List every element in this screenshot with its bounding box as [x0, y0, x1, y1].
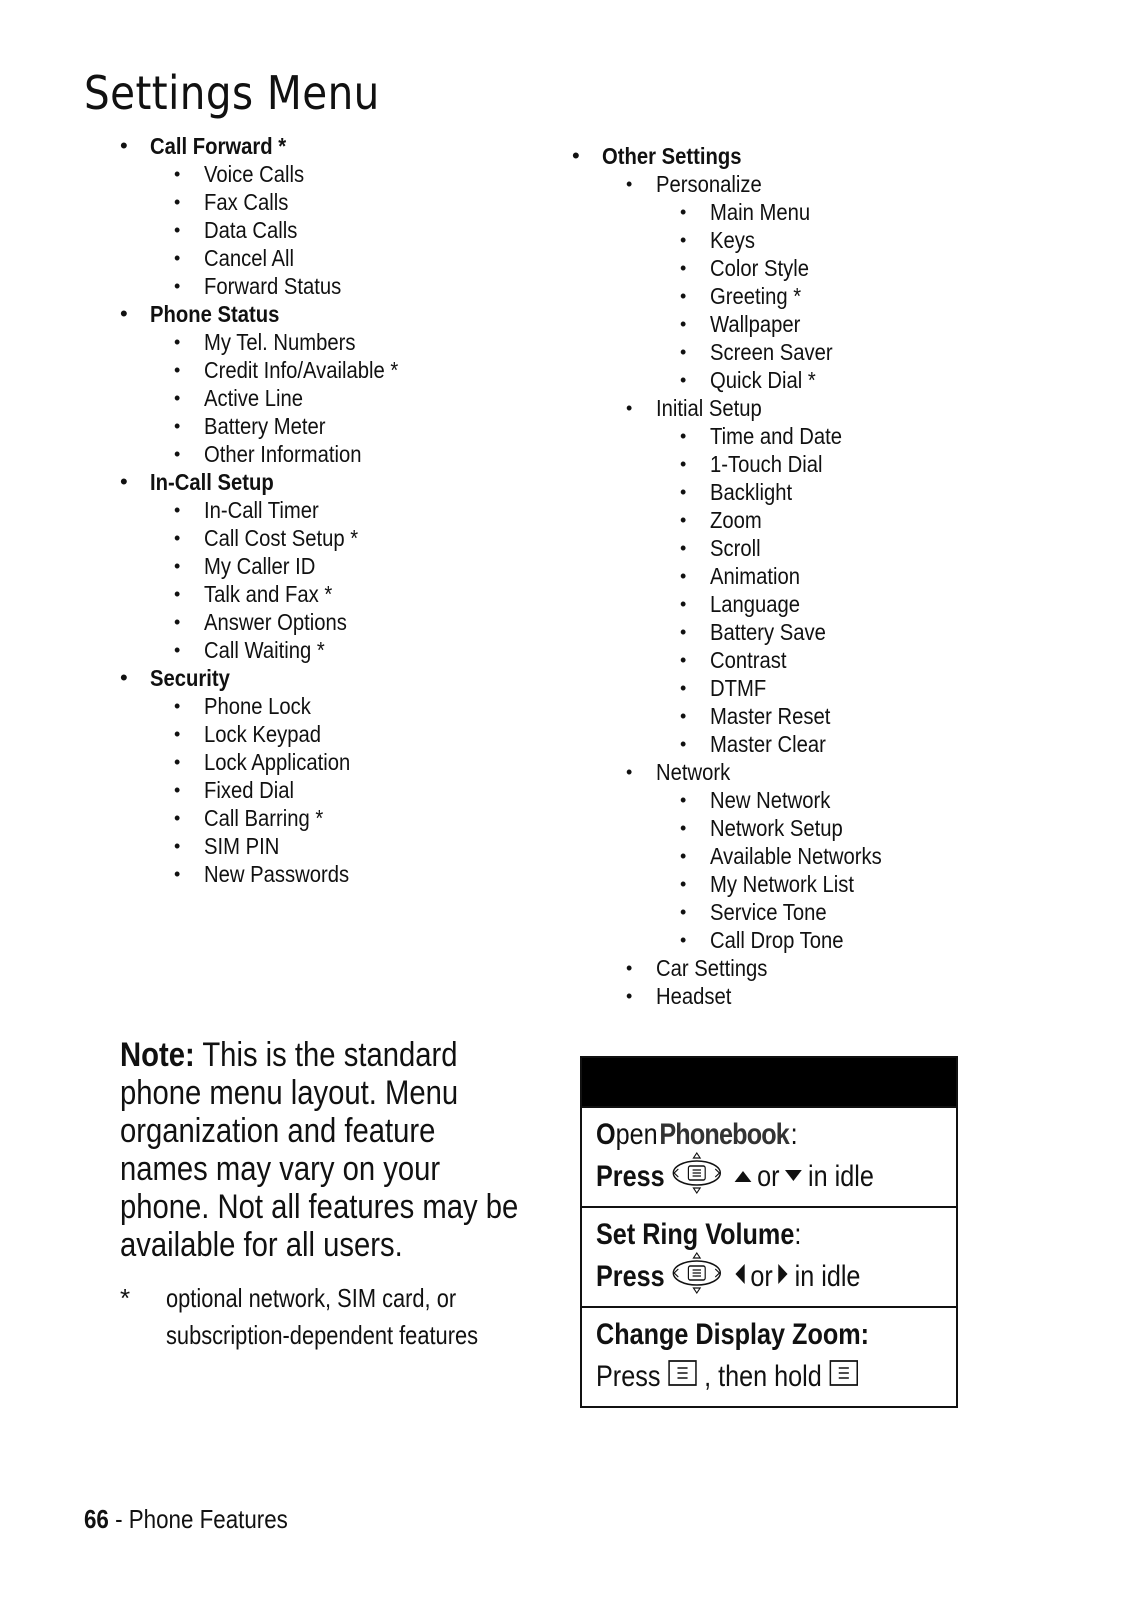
submenu-item [174, 496, 560, 524]
bullet-icon: • [680, 482, 687, 502]
menu-item-label: Backlight [710, 479, 793, 505]
submenu-item [174, 552, 560, 580]
bullet-icon: • [174, 808, 181, 828]
bullet-icon: • [174, 836, 181, 856]
submenu-subitem [680, 506, 1052, 534]
menu-item-label: Voice Calls [204, 161, 305, 187]
submenu-item [174, 860, 560, 888]
menu-item-label: Lock Keypad [204, 721, 322, 747]
quick-reference-header [582, 1058, 956, 1106]
menu-key-icon [829, 1359, 859, 1395]
bullet-icon: • [680, 538, 687, 558]
submenu-subitem [680, 282, 1052, 310]
note-text: This is the standard phone menu layout. Menu organization and feature names may vary on your phone. Not all features may be available for all users. [120, 1036, 519, 1264]
submenu-item [174, 748, 560, 776]
menu-item-label: In-Call Timer [204, 497, 319, 523]
submenu-item [174, 720, 560, 748]
submenu-sublist [680, 786, 1052, 954]
bullet-icon: • [174, 360, 181, 380]
menu-item-label: Scroll [710, 535, 761, 561]
bullet-icon: • [680, 258, 687, 278]
down-arrow-icon [785, 1166, 803, 1189]
menu-item-label: New Passwords [204, 861, 350, 887]
submenu-item [626, 982, 1052, 1010]
press-label: Press [596, 1160, 665, 1193]
submenu-subitem [680, 702, 1052, 730]
bullet-icon: • [174, 444, 181, 464]
submenu-subitem [680, 534, 1052, 562]
submenu-item [626, 758, 1052, 954]
menu-item-label: Call Cost Setup * [204, 525, 359, 551]
menu-item-label: Personalize [656, 171, 762, 197]
submenu-subitem [680, 898, 1052, 926]
menu-item-label: Security [150, 665, 230, 691]
menu-item-label: Service Tone [710, 899, 827, 925]
menu-item-label: Wallpaper [710, 311, 801, 337]
menu-item-label: Call Drop Tone [710, 927, 844, 953]
in-idle-label: in idle [794, 1260, 861, 1293]
menu-item-label: Keys [710, 227, 756, 253]
bullet-icon: • [680, 566, 687, 586]
bullet-icon: • [174, 640, 181, 660]
submenu-item [174, 636, 560, 664]
submenu-sublist [680, 422, 1052, 758]
menu-item-label: Master Reset [710, 703, 831, 729]
menu-item-label: Network [656, 759, 731, 785]
menu-item-label: Available Networks [710, 843, 882, 869]
submenu-item [626, 170, 1052, 394]
bullet-icon: • [680, 594, 687, 614]
submenu-subitem [680, 674, 1052, 702]
bullet-icon: • [174, 500, 181, 520]
bullet-icon: • [174, 192, 181, 212]
page-title: Settings Menu [84, 66, 380, 120]
submenu-item [174, 608, 560, 636]
bullet-icon: • [174, 332, 181, 352]
bullet-icon: • [174, 780, 181, 800]
menu-item-label: My Tel. Numbers [204, 329, 356, 355]
bullet-icon: • [174, 528, 181, 548]
submenu-subitem [680, 842, 1052, 870]
up-arrow-icon [734, 1166, 752, 1189]
submenu-item [174, 160, 560, 188]
bullet-icon: • [680, 790, 687, 810]
menu-item-label: Lock Application [204, 749, 351, 775]
submenu-item [174, 832, 560, 860]
quick-ref-display-zoom [582, 1306, 956, 1406]
menu-item-label: Phone Lock [204, 693, 311, 719]
ring-volume-colon: : [794, 1218, 802, 1251]
submenu-subitem [680, 926, 1052, 954]
bullet-icon: • [680, 510, 687, 530]
menu-item-label: Zoom [710, 507, 762, 533]
menu-item-label: Quick Dial * [710, 367, 816, 393]
submenu-list [174, 692, 560, 888]
note-paragraph [120, 1036, 520, 1264]
menu-item-label: Call Barring * [204, 805, 324, 831]
left-menu-column [120, 132, 560, 888]
bullet-icon: • [120, 133, 128, 158]
bullet-icon: • [680, 230, 687, 250]
menu-item-label: Headset [656, 983, 732, 1009]
submenu-subitem [680, 366, 1052, 394]
bullet-icon: • [680, 818, 687, 838]
menu-item-label: DTMF [710, 675, 767, 701]
menu-item-label: My Network List [710, 871, 854, 897]
submenu-item [174, 188, 560, 216]
footer-section: Phone Features [128, 1504, 288, 1534]
bullet-icon: • [626, 958, 633, 978]
submenu-subitem [680, 814, 1052, 842]
open-rest: pen [615, 1118, 658, 1151]
bullet-icon: • [680, 454, 687, 474]
submenu-item [174, 692, 560, 720]
menu-item-label: Master Clear [710, 731, 826, 757]
submenu-item [174, 776, 560, 804]
menu-item-label: New Network [710, 787, 831, 813]
bullet-icon: • [680, 650, 687, 670]
bullet-icon: • [174, 416, 181, 436]
menu-section [120, 300, 560, 468]
menu-item-label: Main Menu [710, 199, 811, 225]
menu-item-label: Call Forward * [150, 133, 287, 159]
page-number: 66 [84, 1504, 109, 1534]
right-arrow-icon [778, 1263, 790, 1291]
bullet-icon: • [680, 622, 687, 642]
menu-item-label: Animation [710, 563, 801, 589]
submenu-subitem [680, 646, 1052, 674]
left-menu-list [120, 132, 560, 888]
zoom-label: Change Display Zoom: [596, 1318, 870, 1351]
menu-item-label: Cancel All [204, 245, 295, 271]
submenu-subitem [680, 478, 1052, 506]
bullet-icon: • [120, 469, 128, 494]
navigation-key-icon [671, 1252, 721, 1302]
submenu-list [174, 160, 560, 300]
bullet-icon: • [174, 724, 181, 744]
bullet-icon: • [680, 202, 687, 222]
submenu-item [174, 440, 560, 468]
quick-reference-box [580, 1056, 958, 1408]
bullet-icon: • [120, 665, 128, 690]
left-arrow-icon [734, 1263, 746, 1291]
submenu-item [626, 394, 1052, 758]
submenu-list [174, 328, 560, 468]
menu-item-label: Car Settings [656, 955, 768, 981]
menu-item-label: Phone Status [150, 301, 280, 327]
menu-item-label: Answer Options [204, 609, 347, 635]
bullet-icon: • [174, 388, 181, 408]
bullet-icon: • [174, 164, 181, 184]
bullet-icon: • [680, 314, 687, 334]
menu-item-label: Fax Calls [204, 189, 289, 215]
or-label: or [750, 1260, 773, 1293]
menu-item-label: Network Setup [710, 815, 843, 841]
bullet-icon: • [174, 584, 181, 604]
press-label: Press [596, 1260, 665, 1293]
right-menu-column [572, 142, 1052, 1010]
menu-item-label: Battery Save [710, 619, 826, 645]
menu-item-label: Greeting * [710, 283, 802, 309]
submenu-item [174, 412, 560, 440]
page-footer [84, 1504, 321, 1535]
submenu-subitem [680, 254, 1052, 282]
submenu-subitem [680, 618, 1052, 646]
bullet-icon: • [680, 846, 687, 866]
submenu-subitem [680, 310, 1052, 338]
footer-separator: - [108, 1504, 129, 1534]
phonebook-label: Phonebook [659, 1118, 789, 1151]
bullet-icon: • [680, 342, 687, 362]
submenu-subitem [680, 338, 1052, 366]
bullet-icon: • [680, 426, 687, 446]
open-colon: : [790, 1118, 798, 1151]
bullet-icon: • [680, 706, 687, 726]
submenu-sublist [680, 198, 1052, 394]
submenu-item [174, 580, 560, 608]
footnote-marker: * [120, 1283, 131, 1313]
menu-item-label: Screen Saver [710, 339, 833, 365]
submenu-subitem [680, 786, 1052, 814]
quick-ref-ring-volume [582, 1206, 956, 1306]
menu-item-label: Language [710, 591, 801, 617]
footnote [120, 1280, 550, 1354]
ring-volume-label: Set Ring Volume [596, 1218, 795, 1251]
menu-item-label: Credit Info/Available * [204, 357, 399, 383]
bullet-icon: • [680, 734, 687, 754]
submenu-item [174, 524, 560, 552]
menu-item-label: Fixed Dial [204, 777, 294, 803]
menu-item-label: 1-Touch Dial [710, 451, 823, 477]
bullet-icon: • [174, 556, 181, 576]
submenu-item [174, 272, 560, 300]
menu-item-label: Battery Meter [204, 413, 326, 439]
menu-section [572, 142, 1052, 1010]
bullet-icon: • [680, 286, 687, 306]
then-hold-label: , then hold [704, 1360, 822, 1393]
submenu-item [174, 356, 560, 384]
submenu-list [626, 170, 1052, 1010]
or-label: or [757, 1160, 780, 1193]
quick-ref-open-phonebook [582, 1106, 956, 1206]
bullet-icon: • [626, 986, 633, 1006]
menu-item-label: Initial Setup [656, 395, 762, 421]
note-lead: Note: [120, 1036, 195, 1074]
menu-item-label: Other Information [204, 441, 362, 467]
zoom-press-label: Press [596, 1360, 661, 1393]
submenu-subitem [680, 590, 1052, 618]
bullet-icon: • [174, 696, 181, 716]
menu-item-label: Time and Date [710, 423, 842, 449]
submenu-item [174, 244, 560, 272]
menu-item-label: Forward Status [204, 273, 342, 299]
bullet-icon: • [174, 276, 181, 296]
bullet-icon: • [680, 874, 687, 894]
submenu-list [174, 496, 560, 664]
menu-item-label: SIM PIN [204, 833, 280, 859]
bullet-icon: • [680, 930, 687, 950]
menu-item-label: My Caller ID [204, 553, 316, 579]
menu-item-label: Color Style [710, 255, 809, 281]
submenu-subitem [680, 226, 1052, 254]
menu-item-label: Call Waiting * [204, 637, 325, 663]
submenu-item [626, 954, 1052, 982]
submenu-item [174, 804, 560, 832]
navigation-key-icon [671, 1152, 721, 1202]
bullet-icon: • [572, 143, 580, 168]
bullet-icon: • [680, 370, 687, 390]
submenu-subitem [680, 870, 1052, 898]
submenu-subitem [680, 198, 1052, 226]
bullet-icon: • [174, 220, 181, 240]
bullet-icon: • [626, 762, 633, 782]
bullet-icon: • [626, 174, 633, 194]
menu-section [120, 468, 560, 664]
bullet-icon: • [174, 864, 181, 884]
bullet-icon: • [120, 301, 128, 326]
submenu-subitem [680, 562, 1052, 590]
submenu-subitem [680, 730, 1052, 758]
menu-item-label: Active Line [204, 385, 304, 411]
menu-section [120, 132, 560, 300]
submenu-subitem [680, 422, 1052, 450]
menu-item-label: Talk and Fax * [204, 581, 333, 607]
bullet-icon: • [626, 398, 633, 418]
menu-section [120, 664, 560, 888]
menu-item-label: In-Call Setup [150, 469, 274, 495]
bullet-icon: • [174, 752, 181, 772]
submenu-item [174, 384, 560, 412]
submenu-item [174, 216, 560, 244]
bullet-icon: • [174, 248, 181, 268]
menu-key-icon [667, 1359, 697, 1395]
in-idle-label: in idle [808, 1160, 874, 1193]
footnote-text: optional network, SIM card, or subscription-dependent features [166, 1283, 479, 1350]
menu-item-label: Contrast [710, 647, 787, 673]
submenu-item [174, 328, 560, 356]
submenu-subitem [680, 450, 1052, 478]
bullet-icon: • [680, 902, 687, 922]
open-first-letter: O [596, 1118, 616, 1151]
bullet-icon: • [174, 612, 181, 632]
bullet-icon: • [680, 678, 687, 698]
menu-section-label: Other Settings [602, 143, 742, 169]
menu-item-label: Data Calls [204, 217, 298, 243]
right-menu-list [572, 142, 1052, 1010]
